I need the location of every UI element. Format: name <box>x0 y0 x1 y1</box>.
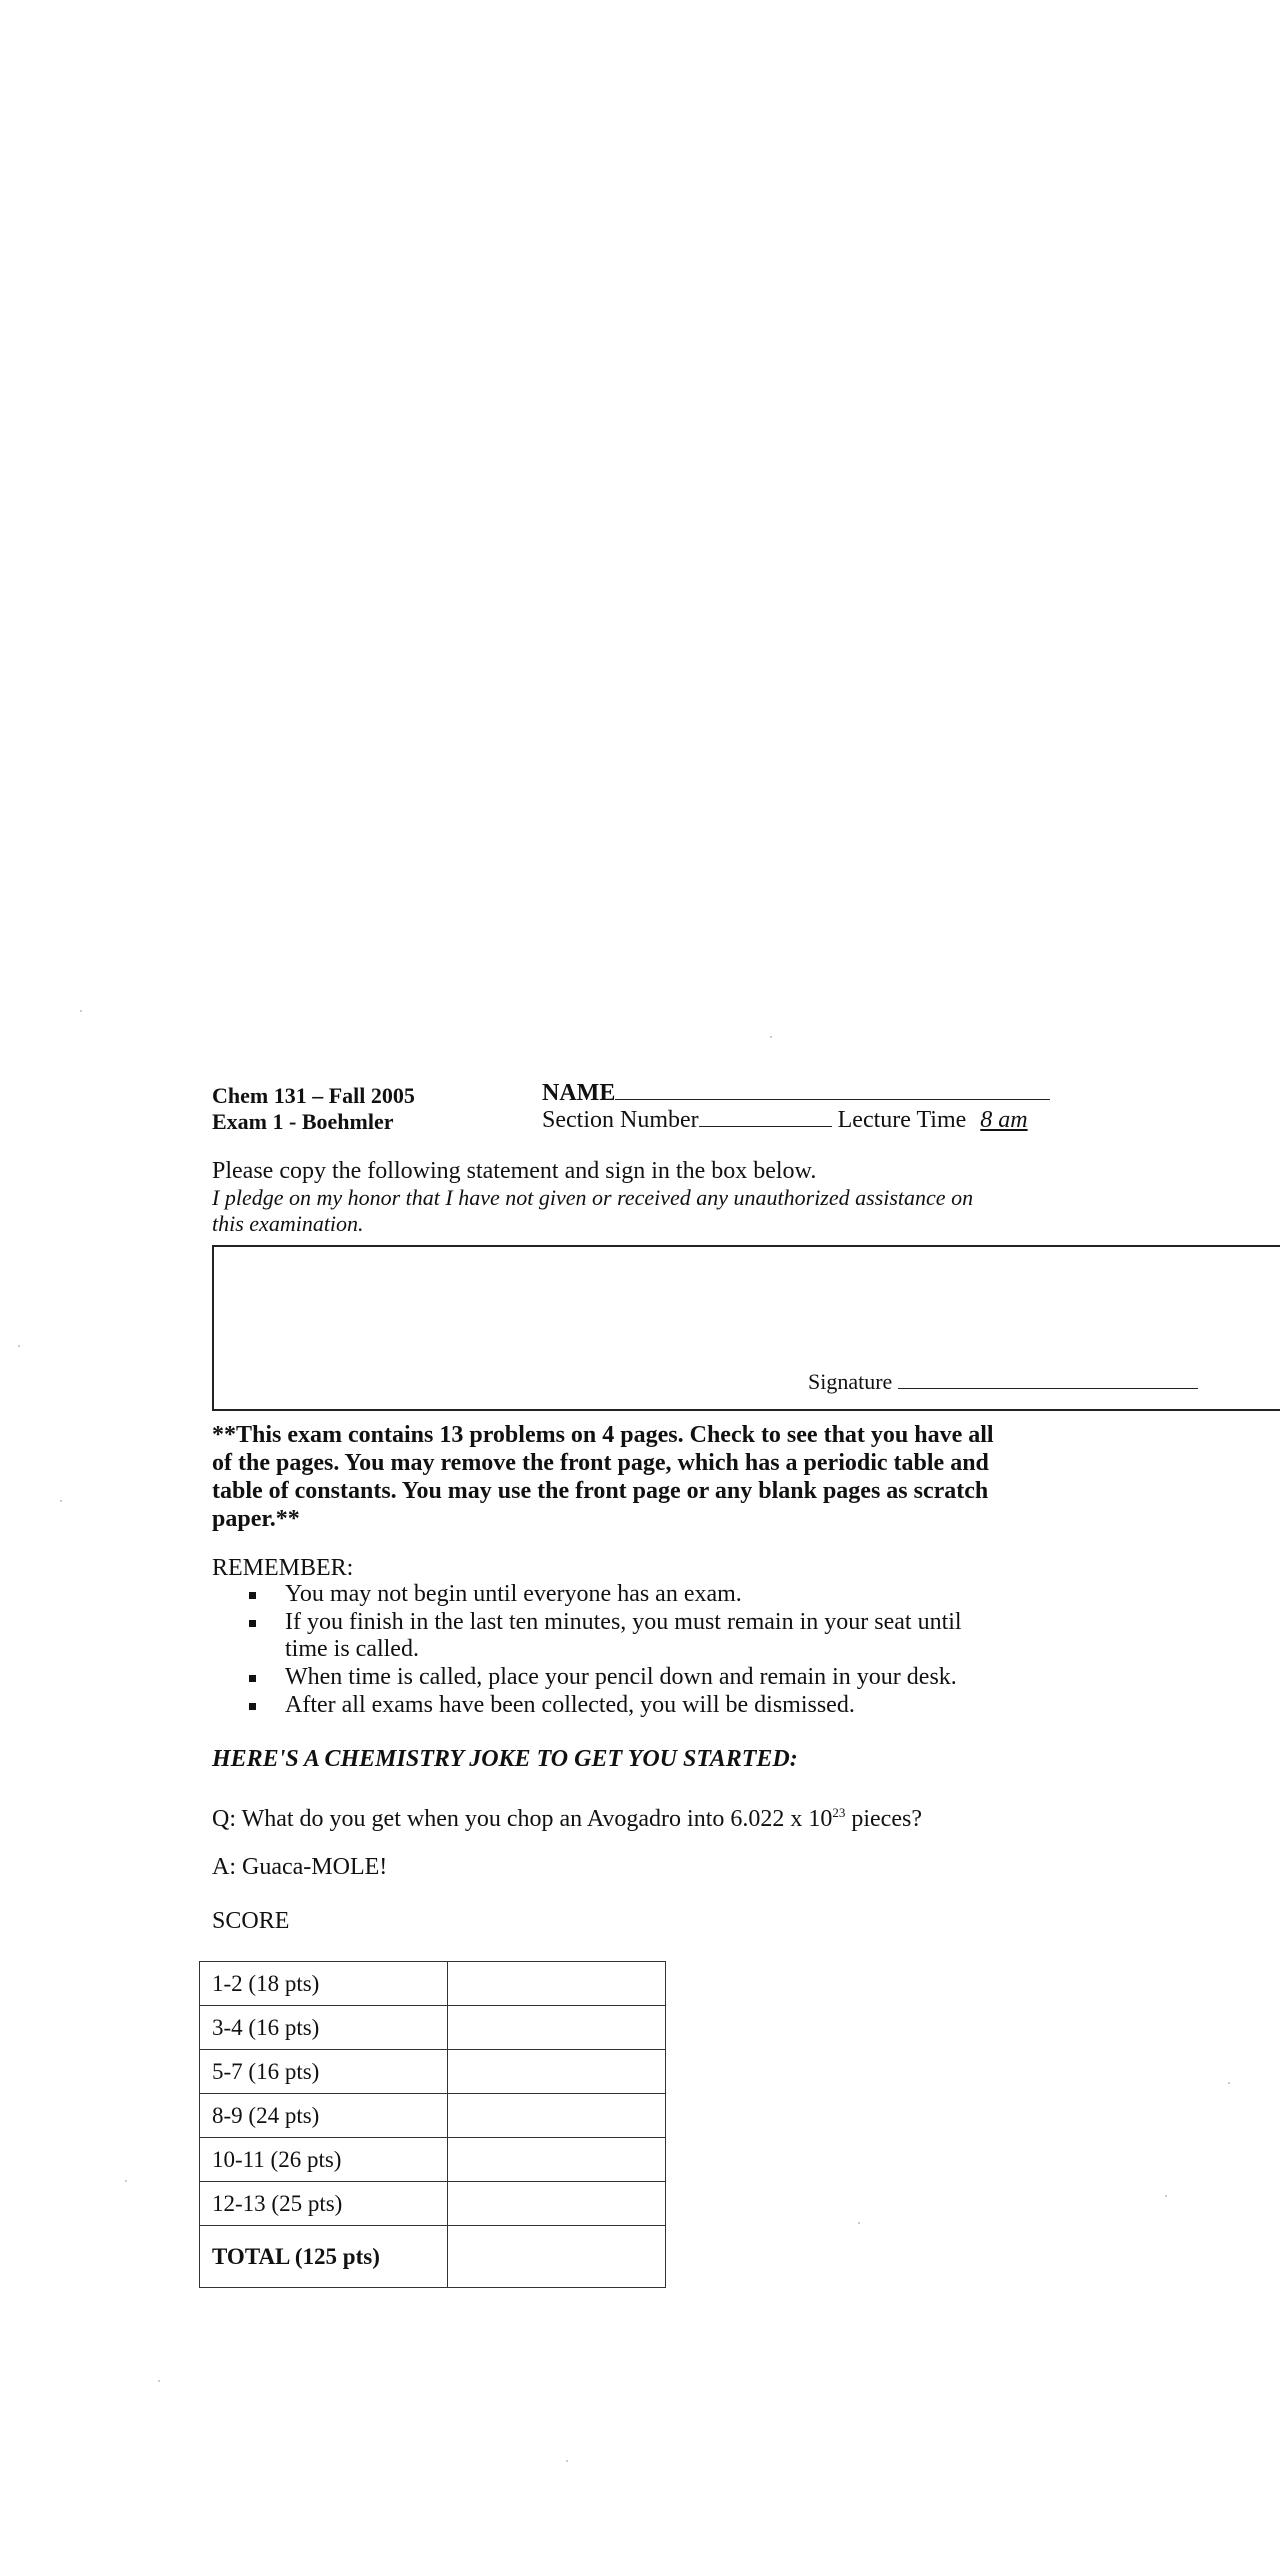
scan-speck <box>158 2380 160 2382</box>
name-label: NAME <box>542 1080 616 1106</box>
scan-speck <box>60 1500 62 1502</box>
remember-list <box>285 1581 1085 1719</box>
joke-question-end: pieces? <box>845 1806 922 1832</box>
score-row-label: 8-9 (24 pts) <box>200 2094 448 2138</box>
table-row-total <box>200 2226 666 2288</box>
list-item: If you finish in the last ten minutes, you must remain in your seat until <box>285 1609 1085 1636</box>
list-item: You may not begin until everyone has an exam. <box>285 1581 1085 1608</box>
pledge-statement-line2: this examination. <box>212 1211 364 1236</box>
section-label: Section Number <box>542 1107 699 1133</box>
score-cell[interactable] <box>448 2182 666 2226</box>
score-row-label: 1-2 (18 pts) <box>200 1962 448 2006</box>
joke-question <box>212 1799 922 1833</box>
joke-answer: A: Guaca-MOLE! <box>212 1854 388 1880</box>
score-table <box>199 1961 666 2288</box>
table-row <box>200 2094 666 2138</box>
lecture-time-value: 8 am <box>980 1107 1028 1133</box>
signature-row <box>808 1368 1198 1395</box>
notice-line: **This exam contains 13 problems on 4 pages. Check to see that you have all <box>212 1422 994 1448</box>
score-row-label: 3-4 (16 pts) <box>200 2006 448 2050</box>
course-title: Chem 131 – Fall 2005 <box>212 1083 415 1108</box>
score-cell[interactable] <box>448 2094 666 2138</box>
joke-heading: HERE'S A CHEMISTRY JOKE TO GET YOU STARTED: <box>212 1746 798 1772</box>
scan-speck <box>1165 2195 1167 2197</box>
table-row <box>200 2182 666 2226</box>
notice-line: paper.** <box>212 1506 300 1532</box>
name-field[interactable] <box>615 1079 1050 1100</box>
notice-line: table of constants. You may use the front page or any blank pages as scratch <box>212 1478 989 1504</box>
score-heading: SCORE <box>212 1908 290 1934</box>
score-cell[interactable] <box>448 2050 666 2094</box>
scan-speck <box>566 2460 568 2462</box>
exam-notice <box>212 1421 994 1533</box>
signature-line[interactable] <box>898 1372 1198 1389</box>
scan-speck <box>18 1345 20 1347</box>
pledge-instruction: Please copy the following statement and sign in the box below. <box>212 1158 817 1184</box>
pledge-statement-line1: I pledge on my honor that I have not given or received any unauthorized assistance on <box>212 1185 974 1210</box>
joke-exponent: 23 <box>832 1805 846 1820</box>
score-total-cell[interactable] <box>448 2226 666 2288</box>
list-item: When time is called, place your pencil down and remain in your desk. <box>285 1664 1085 1691</box>
remember-heading: REMEMBER: <box>212 1555 354 1581</box>
score-row-label: 10-11 (26 pts) <box>200 2138 448 2182</box>
table-row <box>200 2050 666 2094</box>
scan-speck <box>125 2180 127 2182</box>
scan-speck <box>770 1036 772 1038</box>
notice-line: of the pages. You may remove the front page, which has a periodic table and <box>212 1450 989 1476</box>
table-row <box>200 1962 666 2006</box>
table-row <box>200 2138 666 2182</box>
scan-speck <box>1228 2082 1230 2084</box>
signature-label: Signature <box>808 1369 893 1394</box>
score-row-label: 12-13 (25 pts) <box>200 2182 448 2226</box>
joke-question-text: Q: What do you get when you chop an Avogadro into 6.022 x 10 <box>212 1806 833 1832</box>
section-number-field[interactable] <box>699 1106 832 1127</box>
list-item: After all exams have been collected, you will be dismissed. <box>285 1692 1085 1719</box>
list-item-continuation: time is called. <box>285 1636 419 1662</box>
score-cell[interactable] <box>448 2138 666 2182</box>
table-row <box>200 2006 666 2050</box>
exam-title: Exam 1 - Boehmler <box>212 1109 394 1134</box>
scan-speck <box>80 1010 82 1012</box>
score-cell[interactable] <box>448 1962 666 2006</box>
score-total-label: TOTAL (125 pts) <box>200 2226 448 2288</box>
score-cell[interactable] <box>448 2006 666 2050</box>
section-row <box>542 1106 1036 1134</box>
scan-speck <box>858 2222 860 2224</box>
score-row-label: 5-7 (16 pts) <box>200 2050 448 2094</box>
name-row <box>542 1079 1050 1107</box>
lecture-label: Lecture Time <box>837 1107 967 1133</box>
